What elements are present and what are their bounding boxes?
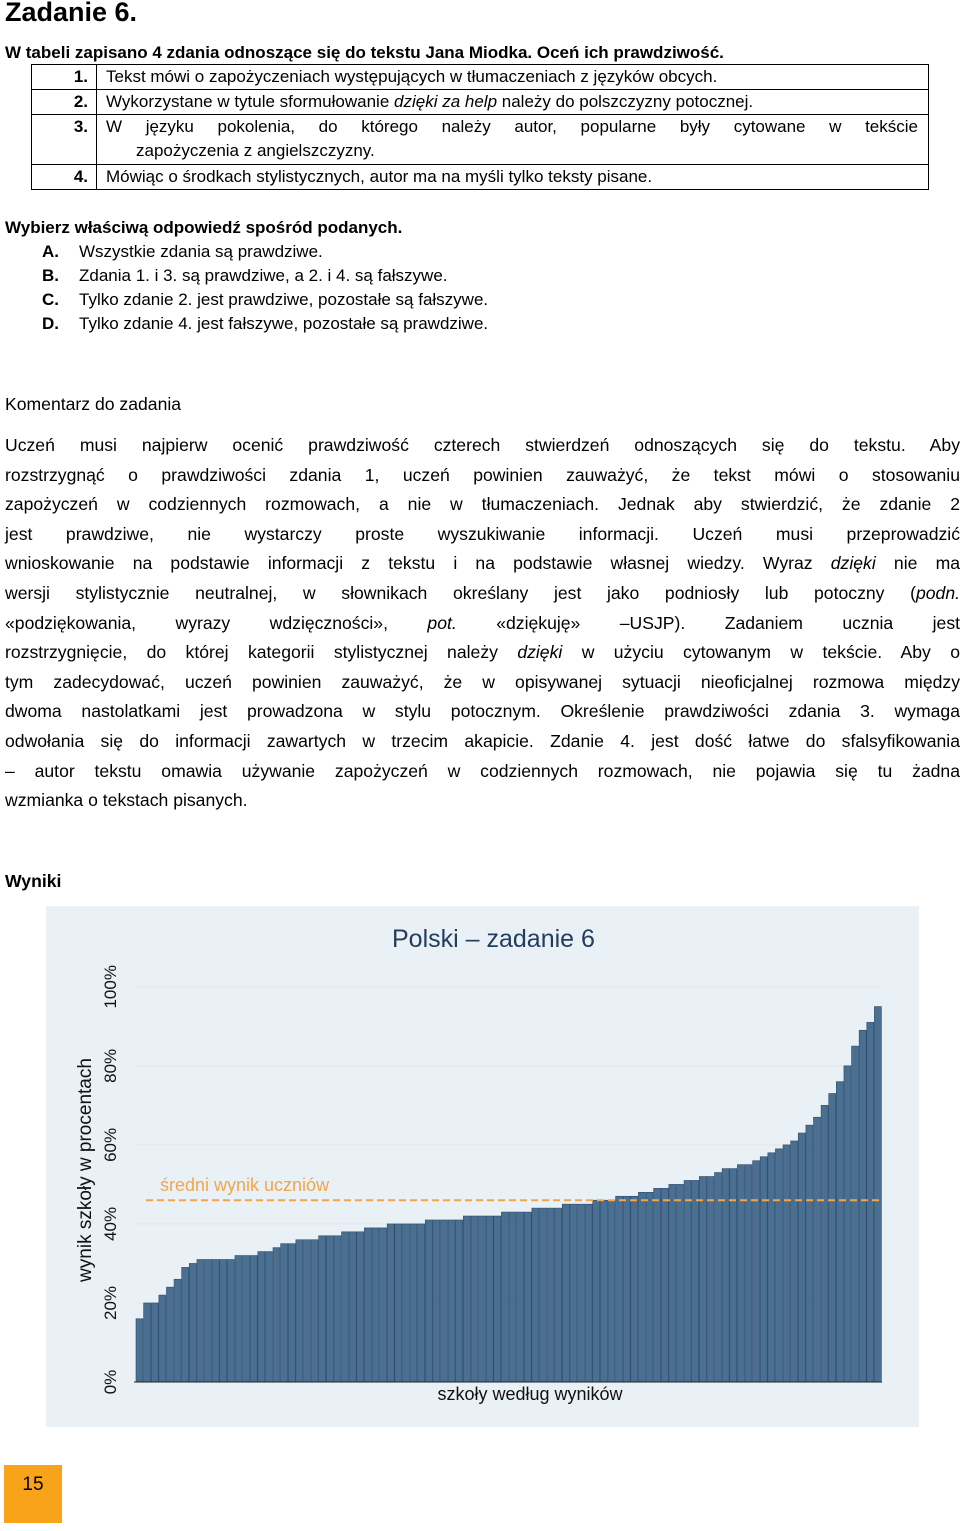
chart-bar: [555, 1208, 562, 1382]
chart-bar: [669, 1184, 676, 1382]
chart-bar: [440, 1220, 447, 1382]
chart-bar: [151, 1303, 158, 1382]
chart-bar: [258, 1252, 265, 1382]
chart-bar: [692, 1180, 699, 1382]
comment-line: – autor tekstu omawia używanie zapożyczeń w codziennych rozmowach, nie pojawia się tu żadna: [5, 760, 960, 781]
chart-bar: [600, 1200, 607, 1382]
chart-bar: [463, 1216, 470, 1382]
comment-line: dwoma nastolatkami jest prowadzona w stylu potocznym. Określenie prawdziwości zdania 3. wymaga: [5, 701, 960, 722]
comment-line: odwołania się do informacji zawartych w trzecim akapicie. Zdanie 4. jest dość łatwe do sfalsyfikowania: [5, 730, 960, 751]
chart-bar: [182, 1267, 189, 1382]
option-text: Wszystkie zdania są prawdziwe.: [79, 242, 323, 261]
chart-bar: [821, 1105, 828, 1382]
chart-bar: [768, 1153, 775, 1382]
chart-bar: [585, 1204, 592, 1382]
chart-bar: [661, 1188, 668, 1382]
chart-bar: [737, 1165, 744, 1382]
statement-text: W języku pokolenia, do którego należy autor, popularne były cytowane w tekście zapożyczenia z angielszczyzny.: [106, 117, 918, 160]
comment-line: tym zadecydować, uczeń powinien zauważyć, że w opisywanej sytuacji nieoficjalnej rozmowa między: [5, 671, 960, 692]
chart-bar: [395, 1224, 402, 1382]
chart-bar: [813, 1117, 820, 1382]
chart-bar: [638, 1192, 645, 1382]
statement-number: 2.: [73, 92, 88, 111]
chart-bar: [852, 1046, 859, 1382]
y-tick-label: 20%: [101, 1285, 120, 1320]
chart-bar: [547, 1208, 554, 1382]
comment-line: wzmianka o tekstach pisanych.: [5, 790, 248, 811]
chart-bar: [783, 1145, 790, 1382]
chart-bar: [570, 1204, 577, 1382]
comment-line: rozstrzygnąć o prawdziwości zdania 1, uczeń powinien zauważyć, że tekst mówi o stosowaniu: [5, 464, 960, 485]
chart-bar: [197, 1259, 204, 1382]
statements-table: [31, 64, 929, 190]
chart-bar: [174, 1279, 181, 1382]
chart-bar: [501, 1212, 508, 1382]
comment-line: wnioskowanie na podstawie informacji z tekstu i na podstawie własnej wiedzy. Wyraz dzięki nie ma: [5, 553, 960, 574]
chart-bar: [144, 1303, 151, 1382]
chart-bar: [874, 1007, 881, 1382]
chart-bar: [836, 1082, 843, 1382]
chart-bar: [798, 1133, 805, 1382]
chart-bar: [646, 1192, 653, 1382]
results-heading: Wyniki: [5, 871, 62, 891]
chart-bar: [410, 1224, 417, 1382]
chart-bar: [159, 1295, 166, 1382]
chart-bar: [608, 1200, 615, 1382]
comment-body: [5, 431, 960, 816]
y-tick-label: 100%: [101, 965, 120, 1009]
chart-bar: [806, 1125, 813, 1382]
chart-bar: [235, 1256, 242, 1382]
chart-bar: [296, 1240, 303, 1382]
chart-bar: [456, 1220, 463, 1382]
comment-line: zapożyczeń w codziennych rozmowach, a nie w tłumaczeniach. Jednak aby stwierdzić, że zdanie 2: [5, 494, 960, 515]
comment-line: wersji stylistycznie neutralnej, w słownikach określany jest jako podniosły lub potoczny (podn.: [5, 582, 960, 603]
y-tick-label: 0%: [101, 1369, 120, 1395]
chart-bar: [578, 1204, 585, 1382]
chart-bar: [494, 1216, 501, 1382]
chart-bar: [425, 1220, 432, 1382]
chart-bar: [418, 1224, 425, 1382]
option-letter: A.: [42, 242, 59, 261]
option-text: Tylko zdanie 2. jest prawdziwe, pozostałe są fałszywe.: [79, 290, 489, 309]
option-letter: C.: [42, 290, 59, 309]
chart-bar: [319, 1236, 326, 1382]
table-divider: [96, 65, 97, 189]
chart-svg: [46, 906, 919, 1427]
chart-bar: [517, 1212, 524, 1382]
chart-bar: [791, 1141, 798, 1382]
chart-bar: [699, 1177, 706, 1383]
statement-text: Wykorzystane w tytule sformułowanie dzięki za help należy do polszczyzny potocznej.: [106, 92, 754, 111]
statement-number: 3.: [73, 117, 88, 136]
mean-line-label: średni wynik uczniów: [160, 1175, 330, 1196]
chart-bar: [364, 1228, 371, 1382]
option-letter: B.: [42, 266, 59, 285]
chart-bar: [448, 1220, 455, 1382]
results-chart: [46, 906, 919, 1427]
chart-bar: [745, 1165, 752, 1382]
comment-line: rozstrzygnięcie, do której kategorii stylistycznej należy dzięki w użyciu cytowanym w tekście. Aby o: [5, 642, 960, 663]
page-title: Zadanie 6.: [5, 0, 138, 27]
chart-bar: [265, 1252, 272, 1382]
chart-bar: [760, 1157, 767, 1382]
chart-bar: [303, 1240, 310, 1382]
chart-bar: [654, 1188, 661, 1382]
chart-bar: [486, 1216, 493, 1382]
x-axis-label: szkoły według wyników: [437, 1384, 623, 1404]
chart-bar: [471, 1216, 478, 1382]
chart-bar: [380, 1228, 387, 1382]
chart-bar: [205, 1259, 212, 1382]
chart-bar: [189, 1263, 196, 1382]
emphasis: dzięki za help: [394, 92, 498, 111]
y-tick-label: 80%: [101, 1048, 120, 1083]
page-number-text: 15: [22, 1474, 44, 1495]
comment-line: jest prawdziwe, nie wystarczy proste wyszukiwanie informacji. Uczeń musi przeprowadzić: [5, 523, 960, 544]
chart-bar: [844, 1066, 851, 1382]
chart-bar: [753, 1161, 760, 1382]
chart-bar: [509, 1212, 516, 1382]
chart-bar: [829, 1094, 836, 1383]
chart-bar: [326, 1236, 333, 1382]
y-tick-label: 40%: [101, 1206, 120, 1241]
comment-line: Uczeń musi najpierw ocenić prawdziwość czterech stwierdzeń odnoszących się do tekstu. Aby: [5, 435, 960, 455]
statement-number: 4.: [73, 167, 88, 186]
statement-text: Mówiąc o środkach stylistycznych, autor ma na myśli tylko teksty pisane.: [106, 167, 653, 186]
chart-bar: [859, 1030, 866, 1382]
chart-bar: [433, 1220, 440, 1382]
task-intro: W tabeli zapisano 4 zdania odnoszące się do tekstu Jana Miodka. Oceń ich prawdziwość.: [5, 43, 724, 62]
chart-bar: [288, 1244, 295, 1382]
chart-bar: [349, 1232, 356, 1382]
y-tick-label: 60%: [101, 1127, 120, 1162]
chart-bar: [616, 1196, 623, 1382]
chart-bar: [623, 1196, 630, 1382]
option-letter: D.: [42, 314, 59, 333]
chart-bar: [281, 1244, 288, 1382]
chart-bar: [402, 1224, 409, 1382]
chart-bar: [867, 1022, 874, 1382]
chart-bar: [136, 1319, 143, 1382]
chart-bar: [715, 1173, 722, 1382]
chart-bar: [775, 1149, 782, 1382]
chart-bar: [532, 1208, 539, 1382]
chart-bar: [243, 1256, 250, 1382]
statement-text: Tekst mówi o zapożyczeniach występujących w tłumaczeniach z języków obcych.: [106, 67, 718, 86]
chart-bar: [707, 1177, 714, 1383]
chart-bar: [539, 1208, 546, 1382]
chart-bar: [212, 1259, 219, 1382]
chart-bar: [479, 1216, 486, 1382]
y-axis-label: wynik szkoły w procentach: [75, 1058, 96, 1282]
chart-title: Polski – zadanie 6: [392, 925, 595, 953]
comment-line: «podziękowania, wyrazy wdzięczności», pot. «dziękuję» –USJP). Zadaniem ucznia jest: [5, 612, 960, 633]
chart-bar: [166, 1287, 173, 1382]
chart-bar: [342, 1232, 349, 1382]
chart-bar: [387, 1224, 394, 1382]
chart-bar: [273, 1248, 280, 1382]
chart-bar: [250, 1256, 257, 1382]
chart-bar: [524, 1212, 531, 1382]
chart-bar: [676, 1184, 683, 1382]
statement-number: 1.: [73, 67, 88, 86]
chart-bar: [220, 1259, 227, 1382]
chart-bar: [684, 1180, 691, 1382]
chart-bar: [357, 1232, 364, 1382]
chart-bar: [372, 1228, 379, 1382]
option-text: Tylko zdanie 4. jest fałszywe, pozostałe są prawdziwe.: [79, 314, 489, 333]
chart-bar: [562, 1204, 569, 1382]
question: Wybierz właściwą odpowiedź spośród podanych.: [5, 218, 403, 237]
chart-bar: [631, 1196, 638, 1382]
page-number: [4, 1465, 62, 1523]
y-axis: [101, 965, 120, 1394]
chart-bar: [227, 1259, 234, 1382]
chart-bar: [334, 1236, 341, 1382]
chart-bar: [311, 1240, 318, 1382]
comment-heading: Komentarz do zadania: [5, 394, 182, 414]
chart-bar: [593, 1200, 600, 1382]
option-text: Zdania 1. i 3. są prawdziwe, a 2. i 4. są fałszywe.: [79, 266, 448, 285]
